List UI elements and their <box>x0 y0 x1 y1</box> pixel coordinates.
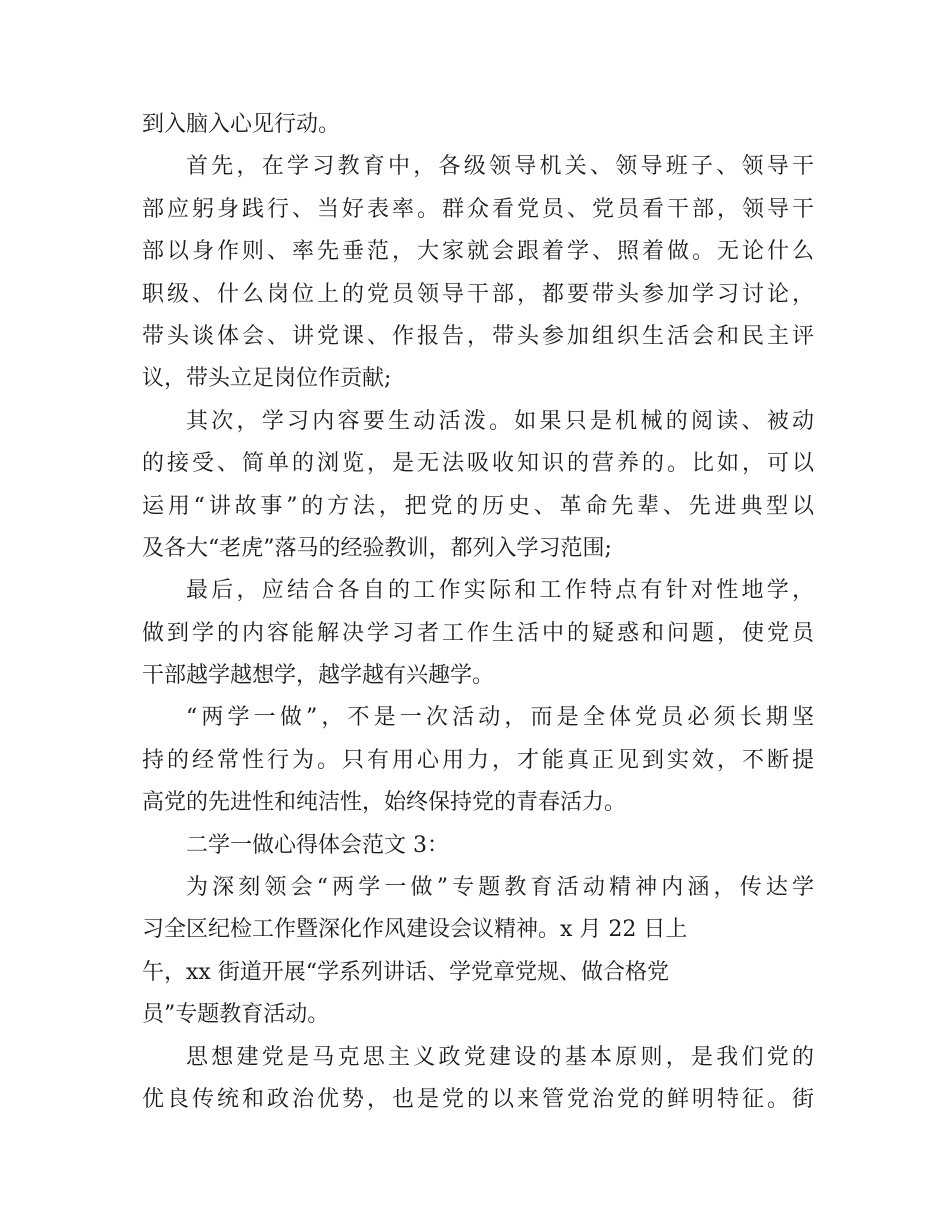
text-line: 部以身作则、率先垂范，大家就会跟着学、照着做。无论什么 <box>142 239 814 265</box>
text-line: 思想建党是马克思主义政党建设的基本原则，是我们党的 <box>186 1044 814 1070</box>
text-line: 持的经常性行为。只有用心用力，才能真正见到实效，不断提 <box>142 747 814 773</box>
text-line: 习全区纪检工作暨深化作风建设会议精神。x 月 22 日上 <box>142 917 688 943</box>
text-line: 部应躬身践行、当好表率。群众看党员、党员看干部，领导干 <box>142 196 814 222</box>
text-line: 优良传统和政治优势，也是党的以来管党治党的鲜明特征。街 <box>142 1086 814 1112</box>
text-line: 带头谈体会、讲党课、作报告，带头参加组织生活会和民主评 <box>142 323 814 349</box>
text-line: 为深刻领会“两学一做”专题教育活动精神内涵，传达学 <box>186 875 814 901</box>
text-line: 到入脑入心见行动。 <box>142 112 341 137</box>
text-line: 二学一做心得体会范文 3： <box>186 832 449 858</box>
text-line: 运用“讲故事”的方法，把党的历史、革命先辈、先进典型以 <box>142 493 814 519</box>
text-line: 议，带头立足岗位作贡献; <box>142 366 392 392</box>
text-line: 其次，学习内容要生动活泼。如果只是机械的阅读、被动 <box>186 408 814 434</box>
document-body <box>142 104 814 1121</box>
text-line: 的接受、简单的浏览，是无法吸收知识的营养的。比如，可以 <box>142 451 814 477</box>
text-line: 及各大“老虎”落马的经验教训，都列入学习范围; <box>142 535 612 561</box>
text-line: 干部越学越想学，越学越有兴趣学。 <box>142 663 495 689</box>
text-line: 午，xx 街道开展“学系列讲话、学党章党规、做合格党 <box>142 959 670 985</box>
text-line: 做到学的内容能解决学习者工作生活中的疑惑和问题，使党员 <box>142 620 814 646</box>
text-line: 员”专题教育活动。 <box>142 1002 330 1028</box>
text-line: 最后，应结合各自的工作实际和工作特点有针对性地学， <box>186 578 814 604</box>
text-line: 首先，在学习教育中，各级领导机关、领导班子、领导干 <box>186 154 814 180</box>
text-line: 高党的先进性和纯洁性，始终保持党的青春活力。 <box>142 790 627 816</box>
text-line: 职级、什么岗位上的党员领导干部，都要带头参加学习讨论， <box>142 281 814 307</box>
text-line: “两学一做”，不是一次活动，而是全体党员必须长期坚 <box>186 705 814 731</box>
